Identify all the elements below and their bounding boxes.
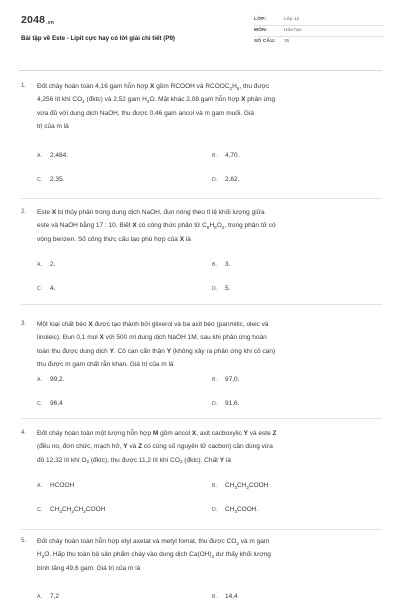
option-text — [225, 376, 239, 383]
text-run: HCOOH — [50, 482, 75, 489]
subscript: 2 — [221, 224, 225, 230]
question-line — [37, 93, 380, 106]
question-line — [37, 358, 380, 371]
text-run: 91,6. — [225, 400, 240, 407]
text-run: 7,2 — [50, 593, 60, 600]
subscript: 2 — [71, 508, 74, 514]
question-line — [37, 440, 380, 453]
variable-label: Y — [243, 430, 248, 437]
text-run: linoleic). Đun 0,1 mol — [37, 334, 100, 342]
text-run: COOH — [85, 506, 106, 513]
question-divider — [21, 198, 382, 199]
option-b[interactable] — [212, 261, 230, 268]
question-2 — [21, 206, 381, 296]
variable-label: Y — [109, 347, 114, 355]
text-run: thu được m gam chất rắn khan. Giá trị của m là — [37, 361, 174, 369]
text-run: và — [127, 443, 139, 451]
option-letter: A. — [37, 594, 42, 600]
option-text — [225, 152, 239, 159]
text-run: Đốt cháy hoàn toàn 4,16 gam hỗn hợp — [37, 83, 151, 90]
option-letter: D. — [212, 177, 218, 183]
subscript: 2 — [229, 85, 233, 91]
question-number: 1. — [21, 82, 27, 89]
question-line — [37, 219, 380, 232]
option-text — [225, 400, 239, 407]
text-run: , axit cacboxylic — [196, 430, 244, 437]
variable-label: X — [51, 209, 57, 216]
text-run: H — [209, 222, 215, 230]
text-run: H — [37, 551, 42, 559]
option-b[interactable] — [212, 593, 238, 600]
question-text — [37, 80, 380, 134]
text-run: gồm ancol — [158, 430, 192, 437]
subscript: 2 — [146, 98, 150, 104]
question-4 — [21, 427, 381, 522]
variable-label: Z — [272, 430, 277, 437]
option-b[interactable] — [212, 482, 268, 489]
variable-label: Y — [219, 456, 225, 464]
text-run: 2,35. — [50, 176, 65, 183]
option-text — [50, 482, 74, 489]
header-divider — [19, 70, 382, 71]
meta-label-class: LỚP: — [254, 17, 267, 22]
text-run: bị thủy phân trong dung dịch NaOH, đun nóng theo tỉ lệ khối lượng giữa — [56, 209, 265, 216]
option-text — [50, 506, 105, 513]
question-line — [37, 345, 380, 358]
text-run: phản ứng — [245, 96, 276, 104]
text-run: 4,256 lít khí CO — [37, 96, 83, 104]
variable-label: X — [150, 83, 155, 90]
variable-label: Y — [123, 443, 128, 451]
text-run: gồm RCOOH và RCOOC — [154, 83, 230, 90]
option-c[interactable] — [37, 400, 63, 407]
text-run: CH — [61, 506, 72, 513]
text-run: 5. — [225, 285, 231, 292]
text-run: vừa đủ với dung dịch NaOH, thu được 0,46 gam ancol và m gam muối. Giá — [37, 109, 255, 117]
text-run: 99,2. — [50, 376, 65, 383]
page-header — [0, 0, 400, 66]
option-d[interactable] — [212, 176, 239, 183]
question-line — [37, 454, 380, 467]
option-b[interactable] — [212, 376, 239, 383]
text-run: vòng benzen. Số công thức cấu tạo phù hợp của — [37, 235, 180, 243]
option-letter: D. — [212, 286, 218, 292]
site-logo[interactable] — [21, 14, 54, 26]
variable-label: Y — [166, 347, 172, 355]
text-run: là — [224, 456, 231, 464]
subscript: 5 — [236, 85, 240, 91]
text-run: 2. — [50, 261, 56, 268]
question-line — [37, 562, 380, 575]
question-divider — [21, 418, 382, 419]
document-title: Bài tập về Este - Lipit cực hay có lời giải chi tiết (P9) — [21, 35, 175, 42]
question-3 — [21, 318, 381, 418]
text-run: (đều no, đơn chức, mạch hở, — [37, 443, 124, 451]
option-letter: B. — [212, 377, 217, 383]
option-text — [225, 176, 239, 183]
option-text — [50, 376, 64, 383]
option-text — [225, 285, 230, 292]
text-run: toàn thu được dung dịch — [37, 347, 110, 355]
text-run: (không xảy ra phản ứng khi cô cạn) — [171, 347, 276, 355]
variable-label: X — [132, 222, 137, 230]
question-divider — [21, 529, 382, 530]
option-letter: B. — [212, 594, 217, 600]
question-1 — [21, 80, 381, 190]
meta-value-count: 35 — [284, 39, 290, 44]
text-run: 96,4 — [50, 400, 63, 407]
option-a[interactable] — [37, 152, 68, 159]
option-text — [225, 593, 238, 600]
variable-label: X — [88, 321, 93, 328]
option-letter: D. — [212, 401, 218, 407]
text-run: là — [184, 235, 191, 243]
question-number: 2. — [21, 208, 27, 215]
logo-suffix: .vn — [46, 20, 54, 26]
question-text — [37, 318, 380, 372]
subscript: 2 — [246, 484, 249, 490]
variable-label: M — [152, 430, 159, 437]
option-c[interactable] — [37, 176, 64, 183]
text-run: 4. — [50, 285, 56, 292]
option-letter: B. — [212, 483, 217, 489]
text-run: bình tăng 49,6 gam. Giá trị của m là — [37, 564, 141, 572]
text-run: O. Hấp thụ toàn bộ sản phẩm cháy vào dung dịch Ca(OH) — [44, 551, 212, 559]
option-text — [50, 285, 55, 292]
variable-label: X — [191, 430, 197, 437]
subscript: 2 — [211, 553, 215, 559]
text-run: (đktc) và 2,52 gam H — [84, 96, 147, 104]
option-letter: A. — [37, 483, 42, 489]
option-letter: D. — [212, 507, 218, 513]
option-letter: A. — [37, 153, 42, 159]
question-line — [37, 80, 380, 93]
option-letter: B. — [212, 153, 217, 159]
text-run: CH — [236, 482, 247, 489]
text-run: trị của m là — [37, 123, 69, 131]
text-run: với 500 ml dung dịch NaOH 1M, sau khi phản ứng hoàn — [103, 334, 267, 342]
question-number: 5. — [21, 537, 27, 544]
text-run: Đốt cháy hoàn toàn hỗn hợp etyl axetat và metyl fomat, thu được CO — [37, 538, 237, 545]
text-run: este và NaOH bằng 17 : 10. Biết — [37, 222, 133, 230]
text-run: , trong phân tử có — [224, 222, 276, 230]
option-a[interactable] — [37, 376, 64, 383]
question-line — [37, 233, 380, 246]
text-run: O. Mặt khác 2,08 gam hỗn hợp — [149, 96, 242, 104]
option-d[interactable] — [212, 285, 230, 292]
subscript: 3 — [59, 508, 62, 514]
subscript: 2 — [86, 459, 90, 465]
text-run: Este — [37, 209, 52, 216]
option-letter: C. — [37, 401, 43, 407]
option-b[interactable] — [212, 152, 239, 159]
subscript: 2 — [179, 459, 183, 465]
text-run: COOH — [248, 482, 269, 489]
option-text — [50, 261, 55, 268]
option-d[interactable] — [212, 506, 258, 513]
text-run: có công thức phân tử C — [136, 222, 207, 230]
text-run: , thu được — [239, 83, 270, 90]
text-run: 2,62. — [225, 176, 240, 183]
option-text — [225, 506, 258, 513]
text-run: 97,0. — [225, 376, 240, 383]
option-a[interactable] — [37, 482, 74, 489]
question-5 — [21, 535, 381, 600]
option-letter: A. — [37, 262, 42, 268]
variable-label: X — [241, 96, 246, 104]
text-run: (đktc). Chất — [182, 456, 220, 464]
question-line — [37, 120, 380, 133]
text-run: COOH. — [236, 506, 259, 513]
logo-text: 2048 — [21, 14, 46, 26]
text-run: Một loại chất béo — [37, 321, 89, 328]
meta-row-subject — [254, 27, 384, 37]
text-run: và este — [247, 430, 273, 437]
option-letter: B. — [212, 262, 217, 268]
subscript: 2 — [82, 98, 85, 104]
meta-row-class — [254, 16, 384, 26]
question-line — [37, 318, 380, 331]
option-c[interactable] — [37, 285, 55, 292]
question-text — [37, 427, 380, 467]
question-line — [37, 206, 380, 219]
meta-value-class: Lớp 12 — [284, 17, 300, 22]
option-d[interactable] — [212, 400, 239, 407]
variable-label: Z — [138, 443, 143, 451]
text-run: Đốt cháy hoàn toàn một lượng hỗn hợp — [37, 430, 153, 437]
subscript: 2 — [236, 540, 239, 546]
option-letter: C. — [37, 507, 43, 513]
question-line — [37, 427, 380, 440]
text-run: . Cô cạn cẩn thận — [113, 347, 167, 355]
variable-label: X — [99, 334, 104, 342]
question-line — [37, 548, 380, 561]
question-line — [37, 331, 380, 344]
question-number: 4. — [21, 429, 27, 436]
option-letter: A. — [37, 377, 42, 383]
text-run: 4,70. — [225, 152, 240, 159]
text-run: CH — [50, 506, 60, 513]
text-run: (đktc), thu được 11,2 lít khí CO — [89, 456, 180, 464]
option-c[interactable] — [37, 506, 105, 513]
option-a[interactable] — [37, 261, 55, 268]
option-text — [50, 593, 59, 600]
subscript: 2 — [41, 553, 45, 559]
text-run: và m gam — [238, 538, 270, 545]
option-text — [50, 152, 68, 159]
question-divider — [21, 304, 382, 305]
text-run: 3. — [225, 261, 231, 268]
question-line — [37, 107, 380, 120]
question-text — [37, 535, 380, 575]
option-letter: C. — [37, 286, 43, 292]
question-number: 3. — [21, 320, 27, 327]
question-text — [37, 206, 380, 246]
text-run: được tạo thành bởi glixerol và ba axit béo (panmitic, oleic và — [92, 321, 269, 328]
subscript: 2 — [83, 508, 86, 514]
meta-value-subject: Hóa học — [284, 28, 302, 33]
option-a[interactable] — [37, 593, 59, 600]
meta-label-subject: MÔN: — [254, 28, 268, 33]
text-run: dư thấy khối lượng — [214, 551, 271, 559]
text-run: có cùng số nguyên tử cacbon) cần dùng vừa — [142, 443, 273, 451]
subscript: 3 — [234, 484, 237, 490]
text-run: đủ 12,32 lít khí O — [37, 456, 87, 464]
subscript: 8 — [214, 224, 217, 230]
text-run: CH — [73, 506, 84, 513]
subscript: 8 — [206, 224, 210, 230]
option-text — [50, 176, 64, 183]
option-letter: C. — [37, 177, 43, 183]
variable-label: X — [179, 235, 185, 243]
text-run: CH — [225, 506, 235, 513]
meta-row-count — [254, 38, 384, 48]
text-run: O — [216, 222, 222, 230]
option-text — [50, 400, 63, 407]
option-text — [225, 261, 230, 268]
text-run: H — [232, 83, 237, 90]
text-run: 2,484. — [50, 152, 69, 159]
text-run: 14,4 — [225, 593, 238, 600]
option-text — [225, 482, 268, 489]
text-run: CH — [225, 482, 235, 489]
subscript: 3 — [234, 508, 237, 514]
question-line — [37, 535, 380, 548]
meta-label-count: SỐ CÂU: — [254, 39, 276, 44]
